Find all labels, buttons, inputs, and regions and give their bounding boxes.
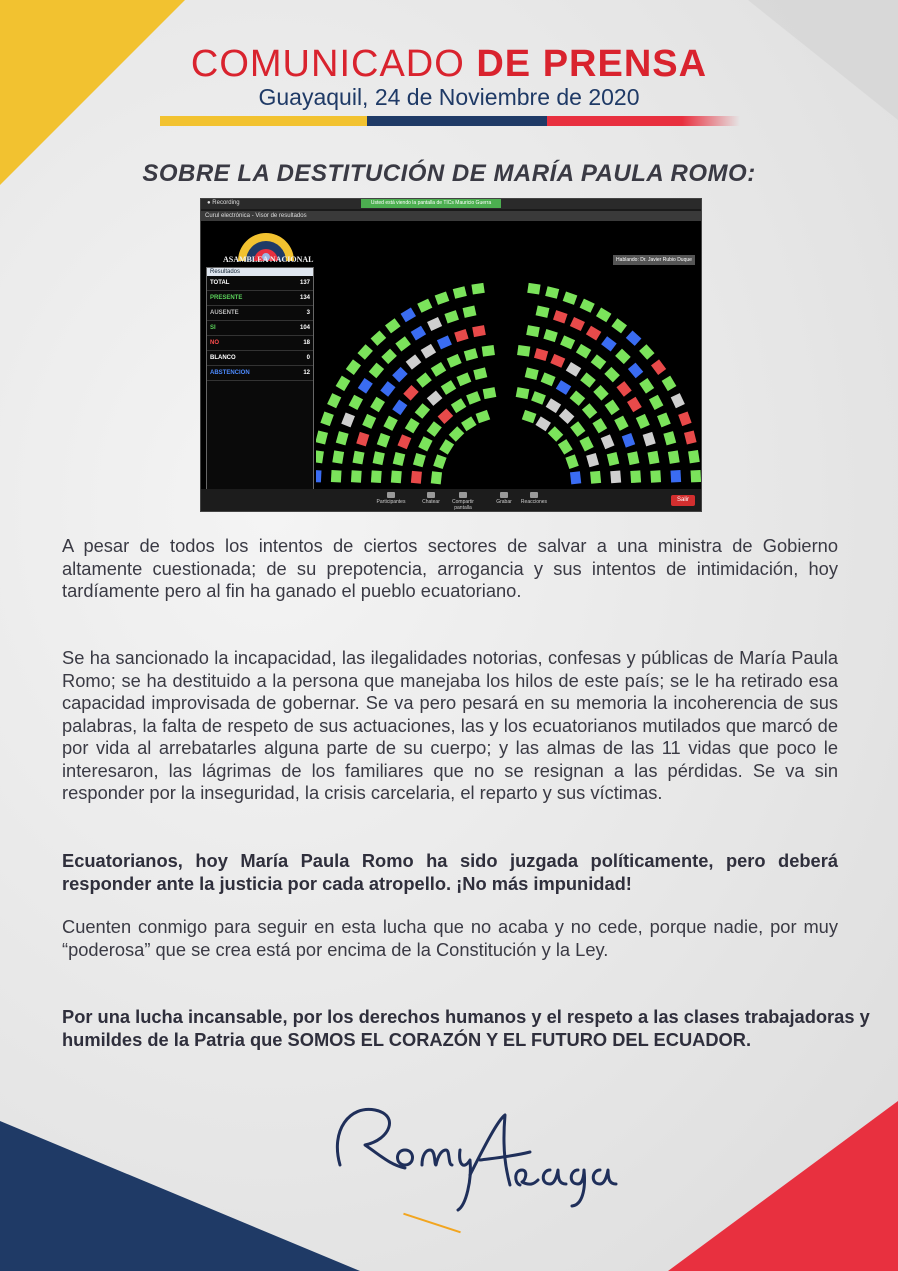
seat xyxy=(482,345,495,357)
seat xyxy=(570,421,585,437)
seat xyxy=(570,317,585,331)
result-value: 18 xyxy=(303,340,310,346)
seat xyxy=(472,325,486,337)
seat xyxy=(516,387,530,399)
flag-bar-blue xyxy=(367,116,547,126)
seat xyxy=(336,376,351,391)
title-part-1: COMUNICADO xyxy=(190,43,477,85)
seat xyxy=(397,434,411,449)
seat xyxy=(411,471,422,484)
seat xyxy=(392,400,407,416)
result-value: 104 xyxy=(299,325,310,331)
result-label: BLANCO xyxy=(210,355,236,361)
seat xyxy=(546,398,561,413)
seat xyxy=(576,344,591,359)
seat xyxy=(454,329,468,342)
seat xyxy=(406,354,422,369)
seat xyxy=(647,451,659,465)
result-row xyxy=(207,351,313,366)
seat xyxy=(627,451,639,465)
seat xyxy=(579,436,593,451)
result-row xyxy=(207,321,313,336)
seat xyxy=(391,471,402,484)
flag-bar-yellow xyxy=(160,116,367,126)
seat xyxy=(380,381,395,397)
seat xyxy=(593,385,608,401)
seat xyxy=(418,436,432,451)
window-title: Curul electrónica - Visor de resultados xyxy=(201,211,701,221)
seat xyxy=(373,451,385,465)
seat xyxy=(566,362,581,377)
seat xyxy=(405,418,420,433)
seat xyxy=(614,416,628,431)
seat xyxy=(610,471,621,484)
voting-board xyxy=(201,221,701,489)
seat xyxy=(349,395,363,410)
title-part-2: DE PRENSA xyxy=(476,43,708,85)
seat xyxy=(421,344,436,359)
seat xyxy=(358,378,373,394)
seat xyxy=(377,433,390,448)
seat xyxy=(678,411,691,426)
seat xyxy=(663,431,676,445)
zoom-control-button[interactable]: Chatear xyxy=(411,492,451,505)
result-label: TOTAL xyxy=(210,280,230,286)
seat xyxy=(582,403,597,419)
seat xyxy=(586,326,601,341)
seat xyxy=(383,416,397,431)
seat xyxy=(525,367,539,380)
result-row xyxy=(207,276,313,291)
seat xyxy=(437,335,452,349)
zoom-control-button[interactable]: Grabar xyxy=(484,492,524,505)
zoom-control-bar xyxy=(201,489,701,511)
seat xyxy=(565,454,578,469)
paragraph-5: Por una lucha incansable, por los derechos humanos y el respeto a las clases trabajadoras y humildes de la Patria que SOMOS EL CORAZÓN Y EL FUTURO DEL ECUADOR. xyxy=(62,1006,870,1050)
seat xyxy=(327,393,341,408)
zoom-control-button[interactable]: Compartir pantalla xyxy=(443,492,483,511)
seat xyxy=(601,336,617,351)
seat xyxy=(456,372,471,386)
seat xyxy=(385,318,401,333)
seat xyxy=(636,414,650,429)
seat xyxy=(550,354,565,368)
seat xyxy=(427,317,442,331)
seat xyxy=(411,326,426,341)
seat xyxy=(395,336,411,351)
seat xyxy=(591,354,607,369)
seat-chart xyxy=(316,261,701,489)
flag-bar-red xyxy=(547,116,740,126)
result-row xyxy=(207,366,313,381)
results-panel xyxy=(206,267,314,491)
seat xyxy=(662,376,677,391)
seat xyxy=(449,426,465,442)
seat xyxy=(543,329,557,342)
seat xyxy=(534,348,548,361)
seat xyxy=(320,411,333,426)
result-label: PRESENTE xyxy=(210,295,243,301)
seat xyxy=(444,310,459,323)
result-value: 137 xyxy=(299,280,310,286)
seat xyxy=(371,470,382,483)
seat xyxy=(586,453,599,467)
paragraph-2: Se ha sancionado la incapacidad, las ilegalidades notorias, confesas y públicas de María Paula Romo; se ha destituido a la persona que manejaba los hilos de este país; se le ha retirado esa capacidad improvisada de gobernar. Se va pero pesará en su memoria la incoherencia de sus palabras, la falta de respeto de sus actuaciones, las y los ecuatorianos mutilados que marcó de por vida al arrebatarles alguna parte de su cuerpo; y las almas de las 11 vidas que poco le interesaron, las lágrimas de los familiares que no se resignan a las pérdidas. Se va sin responder por la inseguridad, la crisis carcelaria, el reparto y sus víctimas. xyxy=(62,647,838,803)
seat xyxy=(657,412,671,427)
seat xyxy=(401,308,416,323)
logo-text: ASAMBLEA NACIONAL xyxy=(223,255,314,264)
seat xyxy=(604,367,620,383)
seat xyxy=(476,410,491,423)
seat xyxy=(463,306,477,318)
result-row xyxy=(207,291,313,306)
seat xyxy=(649,395,663,410)
exit-button[interactable]: Salir xyxy=(671,495,695,506)
seat xyxy=(316,470,321,482)
zoom-top-bar xyxy=(201,199,701,209)
seat xyxy=(413,453,426,467)
seat xyxy=(531,391,546,405)
seat xyxy=(316,450,324,463)
seat xyxy=(466,391,481,405)
seat xyxy=(560,335,575,349)
seat xyxy=(522,410,537,423)
seat xyxy=(639,344,654,360)
seat xyxy=(352,451,364,465)
seat xyxy=(371,330,387,345)
paragraph-4: Cuenten conmigo para seguir en esta lucha que no acaba y no cede, porque nadie, por muy “poderosa” que se crea está por encima de la Constitución y la Ley. xyxy=(62,916,838,960)
seat xyxy=(403,385,418,401)
seat xyxy=(536,306,550,318)
result-label: AUSENTE xyxy=(210,310,239,316)
seat xyxy=(622,433,635,448)
date-line: Guayaquil, 24 de Noviembre de 2020 xyxy=(258,84,640,110)
zoom-control-button[interactable]: Reacciones xyxy=(514,492,554,505)
seat xyxy=(570,391,586,406)
seat xyxy=(441,380,456,395)
seat xyxy=(651,359,666,375)
seat xyxy=(592,418,607,433)
seat xyxy=(427,421,442,437)
seat xyxy=(415,403,430,419)
result-row xyxy=(207,306,313,321)
seat xyxy=(356,432,369,446)
vote-screenshot xyxy=(200,198,702,512)
seat xyxy=(639,378,654,394)
seat xyxy=(427,391,443,406)
seat xyxy=(517,345,530,357)
results-header: Resultados xyxy=(207,268,313,276)
result-value: 0 xyxy=(306,355,310,361)
seat xyxy=(451,398,466,413)
seat xyxy=(435,291,450,304)
result-label: SI xyxy=(210,325,216,331)
seat xyxy=(643,432,656,446)
seat xyxy=(461,416,476,431)
seat xyxy=(553,310,568,323)
corner-decoration-red xyxy=(668,1101,898,1271)
seat xyxy=(627,397,642,412)
seat xyxy=(605,400,620,416)
seat xyxy=(628,363,643,379)
seat xyxy=(650,470,661,483)
seat xyxy=(596,308,611,323)
seat xyxy=(541,372,556,386)
seat xyxy=(630,470,641,483)
seat xyxy=(671,393,685,408)
result-value: 134 xyxy=(299,295,310,301)
seat xyxy=(590,471,601,484)
seat xyxy=(616,381,631,397)
seat xyxy=(535,416,550,431)
seat xyxy=(370,397,385,412)
seat xyxy=(381,349,397,365)
seat xyxy=(556,380,571,395)
seat xyxy=(464,348,478,361)
subtitle: SOBRE LA DESTITUCIÓN DE MARÍA PAULA ROMO: xyxy=(142,160,756,187)
seat xyxy=(431,362,446,377)
recording-indicator: ● Recording xyxy=(207,200,240,206)
seat xyxy=(570,471,581,484)
seat xyxy=(447,354,462,368)
seat xyxy=(362,414,376,429)
seat xyxy=(601,434,615,449)
seat xyxy=(688,450,700,463)
seat xyxy=(332,450,344,463)
seat xyxy=(336,431,349,445)
seat xyxy=(670,470,681,483)
seat xyxy=(611,318,627,333)
seat xyxy=(431,471,442,484)
result-value: 12 xyxy=(303,370,310,376)
seat xyxy=(483,387,497,399)
seat xyxy=(417,299,432,313)
seat xyxy=(433,454,446,469)
seat xyxy=(346,359,361,375)
seat xyxy=(392,367,408,383)
seat xyxy=(526,325,540,337)
seat xyxy=(473,367,487,380)
seat xyxy=(668,450,680,463)
seat xyxy=(607,452,620,466)
seat xyxy=(626,330,642,345)
seat xyxy=(393,452,406,466)
result-label: ABSTENCION xyxy=(210,370,250,376)
seat xyxy=(527,283,540,295)
seat xyxy=(453,286,467,299)
result-row xyxy=(207,336,313,351)
seat xyxy=(439,439,454,454)
seat xyxy=(548,426,564,442)
seat xyxy=(369,363,384,379)
paragraph-1: A pesar de todos los intentos de ciertos sectores de salvar a una ministra de Gobierno altamente cuestionada; de su prepotencia, arrogancia y sus intentos de intimidación, hoy tardíamente pero al fin ha ganado el pueblo ecuatoriano. xyxy=(62,535,838,601)
zoom-control-button[interactable]: Participantes xyxy=(371,492,411,505)
share-notice: Usted está viendo la pantalla de TICs Mauricio Guerra xyxy=(361,199,501,208)
seat xyxy=(316,430,328,444)
seat xyxy=(341,412,355,427)
seat xyxy=(691,470,701,482)
seat xyxy=(416,372,432,387)
seat xyxy=(545,286,559,299)
result-value: 3 xyxy=(306,310,310,316)
seat xyxy=(357,344,372,360)
corner-decoration-blue xyxy=(0,1121,360,1271)
seat xyxy=(558,439,573,454)
result-label: NO xyxy=(210,340,219,346)
flag-bar xyxy=(160,116,740,126)
page-title xyxy=(0,42,898,86)
paragraph-3: Ecuatorianos, hoy María Paula Romo ha sido juzgada políticamente, pero deberá responder ante la justicia por cada atropello. ¡No más impunidad! xyxy=(62,850,838,894)
seat xyxy=(438,408,454,423)
signature xyxy=(320,1090,620,1220)
seat xyxy=(615,349,631,365)
seat xyxy=(471,283,484,295)
seat xyxy=(563,291,578,304)
seat xyxy=(580,299,595,313)
seat xyxy=(351,470,362,483)
seat xyxy=(684,430,697,444)
speaking-label: Hablando: Dr. Javier Rubio Duque xyxy=(613,255,695,265)
seat xyxy=(559,408,575,423)
seat xyxy=(580,372,596,387)
seat xyxy=(331,470,342,483)
